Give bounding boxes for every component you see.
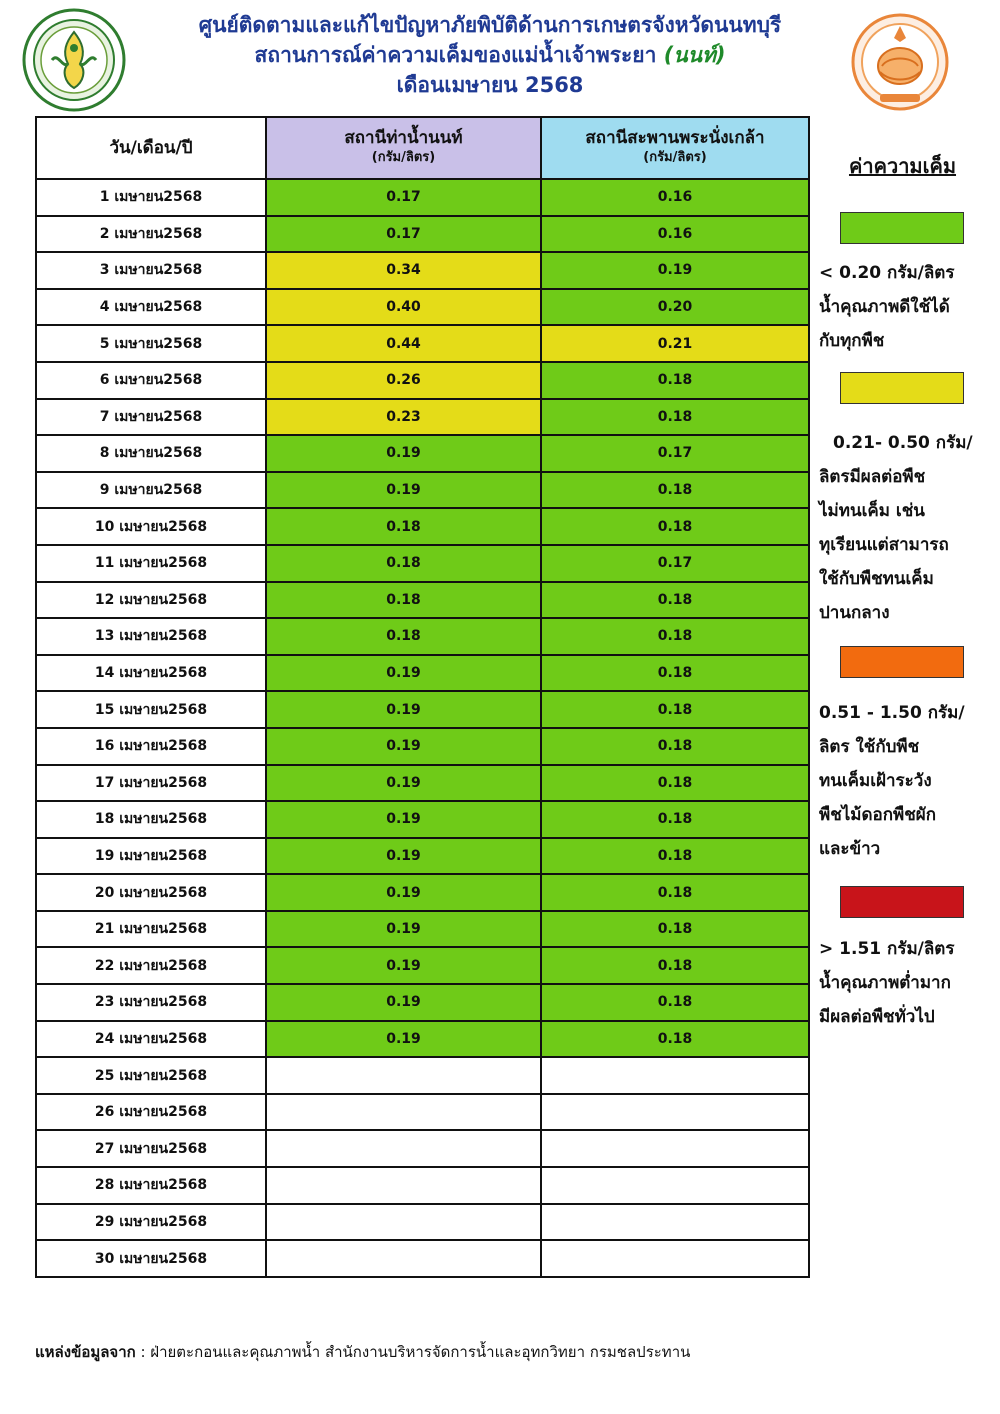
situation-title (140, 40, 840, 70)
legend-line: ทุเรียนแต่สามารถ (819, 535, 949, 555)
phranangklao-value-cell: 0.18 (541, 472, 809, 509)
header-station-nonthaburi-label: สถานีท่าน้ำนนท์ (344, 128, 463, 148)
nonthaburi-value-cell: 0.19 (266, 801, 541, 838)
table-row (36, 1240, 809, 1277)
date-cell: 29 เมษายน2568 (36, 1204, 266, 1241)
date-cell: 8 เมษายน2568 (36, 435, 266, 472)
source-text: : ฝ่ายตะกอนและคุณภาพน้ำ สำนักงานบริหารจัดการน้ำและอุทกวิทยา กรมชลประทาน (135, 1343, 691, 1361)
date-cell: 4 เมษายน2568 (36, 289, 266, 326)
date-cell: 3 เมษายน2568 (36, 252, 266, 289)
legend-text-green (819, 256, 989, 358)
nonthaburi-value-cell: 0.18 (266, 545, 541, 582)
table-row (36, 1021, 809, 1058)
date-cell: 24 เมษายน2568 (36, 1021, 266, 1058)
table-body (36, 179, 809, 1277)
nonthaburi-seal-icon (850, 12, 950, 112)
phranangklao-value-cell: 0.18 (541, 362, 809, 399)
legend (815, 150, 990, 1027)
table-row (36, 472, 809, 509)
legend-line: กับทุกพืช (819, 331, 885, 351)
nonthaburi-value-cell: 0.34 (266, 252, 541, 289)
date-cell: 30 เมษายน2568 (36, 1240, 266, 1277)
nonthaburi-value-cell: 0.19 (266, 765, 541, 802)
table-row (36, 1204, 809, 1241)
legend-line: น้ำคุณภาพต่ำมาก (819, 973, 951, 993)
phranangklao-value-cell: 0.18 (541, 947, 809, 984)
month-title: เดือนเมษายน 2568 (396, 73, 584, 97)
legend-line: ทนเค็มเฝ้าระวัง (819, 771, 932, 791)
table-row (36, 1130, 809, 1167)
date-cell: 5 เมษายน2568 (36, 325, 266, 362)
phranangklao-value-cell: 0.18 (541, 874, 809, 911)
nonthaburi-value-cell: 0.19 (266, 435, 541, 472)
table-row (36, 691, 809, 728)
phranangklao-value-cell: 0.18 (541, 984, 809, 1021)
legend-line: ลิตร ใช้กับพืช (819, 737, 920, 757)
legend-line: > 1.51 กรัม/ลิตร (819, 939, 955, 959)
table-row (36, 435, 809, 472)
legend-line: ใช้กับพืชทนเค็ม (819, 569, 934, 589)
legend-line: < 0.20 กรัม/ลิตร (819, 263, 955, 283)
nonthaburi-value-cell: 0.17 (266, 216, 541, 253)
date-cell: 17 เมษายน2568 (36, 765, 266, 802)
legend-swatch-yellow (840, 372, 964, 404)
legend-line: ปานกลาง (819, 603, 890, 623)
table-row (36, 838, 809, 875)
nonthaburi-value-cell: 0.40 (266, 289, 541, 326)
date-cell: 28 เมษายน2568 (36, 1167, 266, 1204)
nonthaburi-value-cell: 0.19 (266, 691, 541, 728)
phranangklao-value-cell: 0.17 (541, 545, 809, 582)
phranangklao-value-cell (541, 1057, 809, 1094)
phranangklao-value-cell: 0.20 (541, 289, 809, 326)
legend-title: ค่าความเค็ม (848, 154, 957, 178)
title-block (140, 10, 840, 100)
table-row (36, 874, 809, 911)
phranangklao-value-cell: 0.18 (541, 691, 809, 728)
source-label: แหล่งข้อมูลจาก (35, 1343, 136, 1361)
date-cell: 22 เมษายน2568 (36, 947, 266, 984)
legend-swatch-orange (840, 646, 964, 678)
header-unit: (กรัม/ลิตร) (371, 150, 436, 165)
nonthaburi-value-cell (266, 1204, 541, 1241)
phranangklao-value-cell: 0.18 (541, 1021, 809, 1058)
table-row (36, 289, 809, 326)
table-row (36, 984, 809, 1021)
table-row (36, 252, 809, 289)
table-row (36, 1094, 809, 1131)
table-row (36, 911, 809, 948)
header-date: วัน/เดือน/ปี (36, 117, 266, 179)
nonthaburi-value-cell (266, 1130, 541, 1167)
phranangklao-value-cell: 0.16 (541, 216, 809, 253)
situation-title-text: สถานการณ์ค่าความเค็มของแม่น้ำเจ้าพระยา (254, 43, 664, 67)
nonthaburi-value-cell: 0.26 (266, 362, 541, 399)
table-row (36, 1057, 809, 1094)
nonthaburi-value-cell: 0.19 (266, 838, 541, 875)
date-cell: 16 เมษายน2568 (36, 728, 266, 765)
phranangklao-value-cell (541, 1204, 809, 1241)
legend-swatch-green (840, 212, 964, 244)
table-row (36, 582, 809, 619)
phranangklao-value-cell: 0.21 (541, 325, 809, 362)
date-cell: 7 เมษายน2568 (36, 399, 266, 436)
nonthaburi-value-cell: 0.19 (266, 947, 541, 984)
date-cell: 13 เมษายน2568 (36, 618, 266, 655)
phranangklao-value-cell: 0.18 (541, 765, 809, 802)
legend-swatch-red (840, 886, 964, 918)
date-cell: 18 เมษายน2568 (36, 801, 266, 838)
nonthaburi-value-cell (266, 1094, 541, 1131)
table-row (36, 765, 809, 802)
date-cell: 6 เมษายน2568 (36, 362, 266, 399)
table-row (36, 1167, 809, 1204)
nonthaburi-value-cell: 0.44 (266, 325, 541, 362)
header-station-nonthaburi (266, 117, 541, 179)
date-cell: 26 เมษายน2568 (36, 1094, 266, 1131)
nonthaburi-value-cell: 0.23 (266, 399, 541, 436)
date-cell: 23 เมษายน2568 (36, 984, 266, 1021)
nonthaburi-value-cell: 0.19 (266, 1021, 541, 1058)
legend-line: มีผลต่อพืชทั่วไป (819, 1007, 935, 1027)
date-cell: 20 เมษายน2568 (36, 874, 266, 911)
nonthaburi-value-cell: 0.18 (266, 618, 541, 655)
table-row (36, 362, 809, 399)
nonthaburi-value-cell: 0.18 (266, 508, 541, 545)
table-row (36, 728, 809, 765)
table-row (36, 545, 809, 582)
table-row (36, 618, 809, 655)
nonthaburi-value-cell: 0.19 (266, 874, 541, 911)
legend-line: และข้าว (819, 839, 881, 859)
date-cell: 12 เมษายน2568 (36, 582, 266, 619)
nonthaburi-value-cell: 0.19 (266, 655, 541, 692)
phranangklao-value-cell: 0.18 (541, 399, 809, 436)
nonthaburi-value-cell (266, 1167, 541, 1204)
phranangklao-value-cell: 0.18 (541, 911, 809, 948)
phranangklao-value-cell (541, 1240, 809, 1277)
phranangklao-value-cell: 0.16 (541, 179, 809, 216)
legend-line: 0.21- 0.50 กรัม/ (833, 433, 973, 453)
date-cell: 11 เมษายน2568 (36, 545, 266, 582)
nonthaburi-value-cell (266, 1057, 541, 1094)
nonthaburi-value-cell: 0.19 (266, 911, 541, 948)
table-row (36, 216, 809, 253)
date-cell: 9 เมษายน2568 (36, 472, 266, 509)
table-row (36, 655, 809, 692)
phranangklao-value-cell: 0.18 (541, 728, 809, 765)
nonthaburi-value-cell: 0.19 (266, 472, 541, 509)
phranangklao-value-cell: 0.17 (541, 435, 809, 472)
phranangklao-value-cell: 0.19 (541, 252, 809, 289)
header-unit: (กรัม/ลิตร) (643, 150, 707, 165)
table-row (36, 508, 809, 545)
nonthaburi-seal-logo (850, 12, 950, 112)
table-row (36, 801, 809, 838)
legend-line: พืชไม้ดอกพืชผัก (819, 805, 937, 825)
legend-text-yellow (819, 426, 989, 630)
legend-line: ไม่ทนเค็ม เช่น (819, 501, 925, 521)
phranangklao-value-cell (541, 1167, 809, 1204)
phranangklao-value-cell (541, 1094, 809, 1131)
date-cell: 21 เมษายน2568 (36, 911, 266, 948)
ministry-seal-icon (22, 8, 126, 112)
date-cell: 10 เมษายน2568 (36, 508, 266, 545)
date-cell: 25 เมษายน2568 (36, 1057, 266, 1094)
center-title: ศูนย์ติดตามและแก้ไขปัญหาภัยพิบัติด้านการเกษตรจังหวัดนนทบุรี (198, 13, 782, 37)
table-row (36, 179, 809, 216)
nonthaburi-value-cell: 0.19 (266, 728, 541, 765)
nonthaburi-value-cell: 0.19 (266, 984, 541, 1021)
phranangklao-value-cell: 0.18 (541, 838, 809, 875)
date-cell: 19 เมษายน2568 (36, 838, 266, 875)
legend-text-orange (819, 696, 989, 866)
legend-line: 0.51 - 1.50 กรัม/ (819, 703, 965, 723)
table-row (36, 399, 809, 436)
date-cell: 27 เมษายน2568 (36, 1130, 266, 1167)
nonthaburi-value-cell: 0.18 (266, 582, 541, 619)
date-cell: 1 เมษายน2568 (36, 179, 266, 216)
nonthaburi-value-cell: 0.17 (266, 179, 541, 216)
date-cell: 15 เมษายน2568 (36, 691, 266, 728)
header-station-phranangklao-label: สถานีสะพานพระนั่งเกล้า (585, 128, 765, 148)
date-cell: 14 เมษายน2568 (36, 655, 266, 692)
legend-text-red (819, 932, 989, 1034)
header-station-phranangklao (541, 117, 809, 179)
date-cell: 2 เมษายน2568 (36, 216, 266, 253)
nonthaburi-value-cell (266, 1240, 541, 1277)
phranangklao-value-cell: 0.18 (541, 655, 809, 692)
table-row (36, 947, 809, 984)
table-row (36, 325, 809, 362)
source-footer (35, 1340, 690, 1364)
phranangklao-value-cell: 0.18 (541, 618, 809, 655)
phranangklao-value-cell (541, 1130, 809, 1167)
phranangklao-value-cell: 0.18 (541, 508, 809, 545)
legend-line: ลิตรมีผลต่อพืช (819, 467, 926, 487)
ministry-seal-logo (22, 8, 126, 112)
phranangklao-value-cell: 0.18 (541, 801, 809, 838)
legend-line: น้ำคุณภาพดีใช้ได้ (819, 297, 950, 317)
situation-title-place: (นนท์) (663, 43, 726, 67)
salinity-table (35, 116, 810, 1278)
table-header-row (36, 117, 809, 179)
phranangklao-value-cell: 0.18 (541, 582, 809, 619)
